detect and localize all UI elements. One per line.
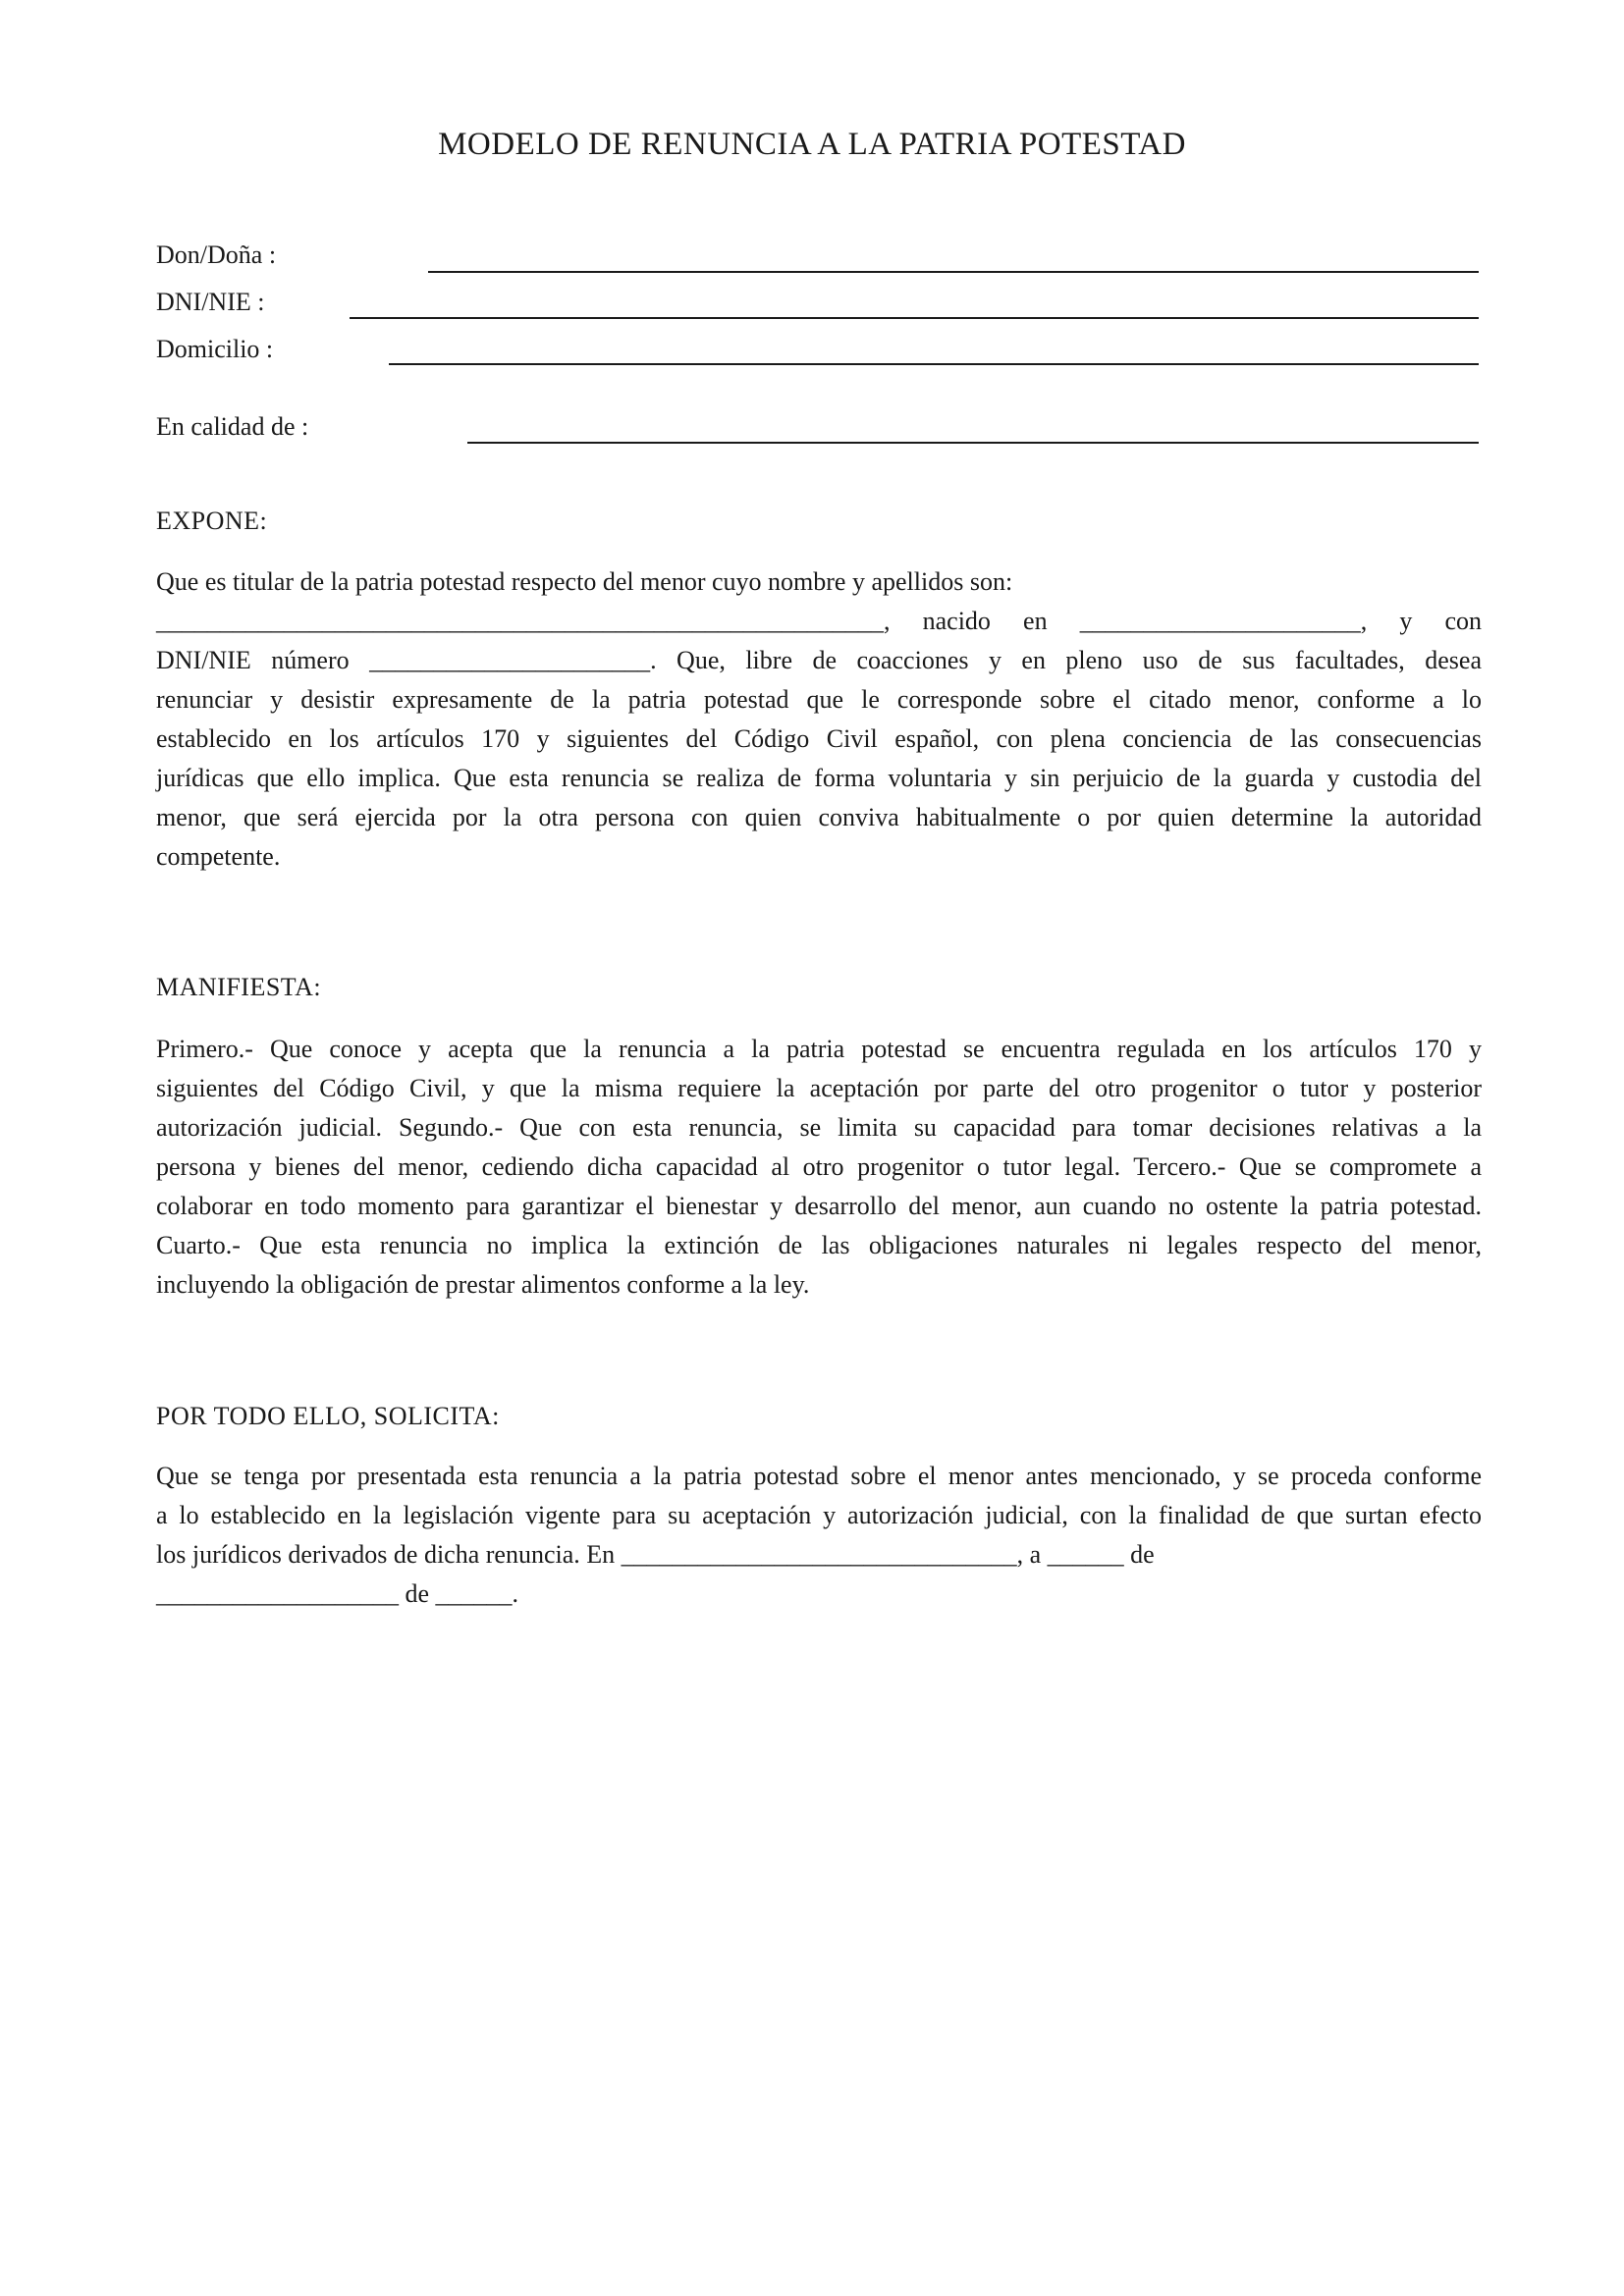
manifiesta-line: colaborar en todo momento para garantizar el bienestar y desarrollo del menor, aun cuando no ostente la patria potestad. (156, 1192, 1482, 1220)
field-label-dni-nie: DNI/NIE : (156, 288, 265, 316)
expone-line: renunciar y desistir expresamente de la patria potestad que le corresponde sobre el citado menor, conforme a lo (156, 685, 1482, 714)
manifiesta-line: Cuarto.- Que esta renuncia no implica la extinción de las obligaciones naturales ni legales respecto del menor, (156, 1231, 1482, 1259)
manifiesta-line: Primero.- Que conoce y acepta que la renuncia a la patria potestad se encuentra regulada en los artículos 170 y (156, 1035, 1482, 1063)
solicita-paragraph (156, 1457, 1482, 1614)
expone-heading: EXPONE: (156, 507, 268, 535)
field-label-en-calidad-de: En calidad de : (156, 412, 309, 441)
field-label-domicilio: Domicilio : (156, 335, 274, 363)
manifiesta-line: incluyendo la obligación de prestar alimentos conforme a la ley. (156, 1270, 810, 1299)
solicita-line: Que se tenga por presentada esta renuncia a la patria potestad sobre el menor antes mencionado, y se proceda conforme (156, 1462, 1482, 1490)
expone-line: establecido en los artículos 170 y siguientes del Código Civil español, con plena conciencia de las consecuencias (156, 724, 1482, 753)
manifiesta-line: siguientes del Código Civil, y que la misma requiere la aceptación por parte del otro progenitor o tutor y posterior (156, 1074, 1482, 1102)
expone-line: Que es titular de la patria potestad respecto del menor cuyo nombre y apellidos son: (156, 567, 1013, 596)
manifiesta-heading: MANIFIESTA: (156, 973, 322, 1001)
solicita-heading: POR TODO ELLO, SOLICITA: (156, 1402, 500, 1430)
solicita-line: los jurídicos derivados de dicha renuncia. En _______________________________, a ______ de (156, 1540, 1155, 1569)
document-title: MODELO DE RENUNCIA A LA PATRIA POTESTAD (438, 127, 1186, 162)
field-label-don-dona: Don/Doña : (156, 240, 277, 269)
field-line-en-calidad-de[interactable] (467, 442, 1479, 444)
manifiesta-line: persona y bienes del menor, cediendo dicha capacidad al otro progenitor o tutor legal. Tercero.- Que se compromete a (156, 1152, 1482, 1181)
field-line-dni-nie[interactable] (350, 317, 1479, 319)
expone-line: jurídicas que ello implica. Que esta renuncia se realiza de forma voluntaria y sin perjuicio de la guarda y custodia del (156, 764, 1482, 792)
expone-line: _________________________________________________________, nacido en ______________________, y con (156, 607, 1482, 635)
expone-paragraph (156, 562, 1482, 877)
expone-line: competente. (156, 842, 281, 871)
manifiesta-line: autorización judicial. Segundo.- Que con esta renuncia, se limita su capacidad para tomar decisiones relativas a la (156, 1113, 1482, 1142)
expone-line: menor, que será ejercida por la otra persona con quien conviva habitualmente o por quien determine la autoridad (156, 803, 1482, 831)
manifiesta-paragraph (156, 1030, 1482, 1305)
solicita-line: ___________________ de ______. (156, 1579, 519, 1608)
solicita-line: a lo establecido en la legislación vigente para su aceptación y autorización judicial, con la finalidad de que surtan efecto (156, 1501, 1482, 1529)
field-line-don-dona[interactable] (428, 271, 1479, 273)
expone-line: DNI/NIE número ______________________. Que, libre de coacciones y en pleno uso de sus facultades, desea (156, 646, 1482, 674)
field-line-domicilio[interactable] (389, 363, 1479, 365)
